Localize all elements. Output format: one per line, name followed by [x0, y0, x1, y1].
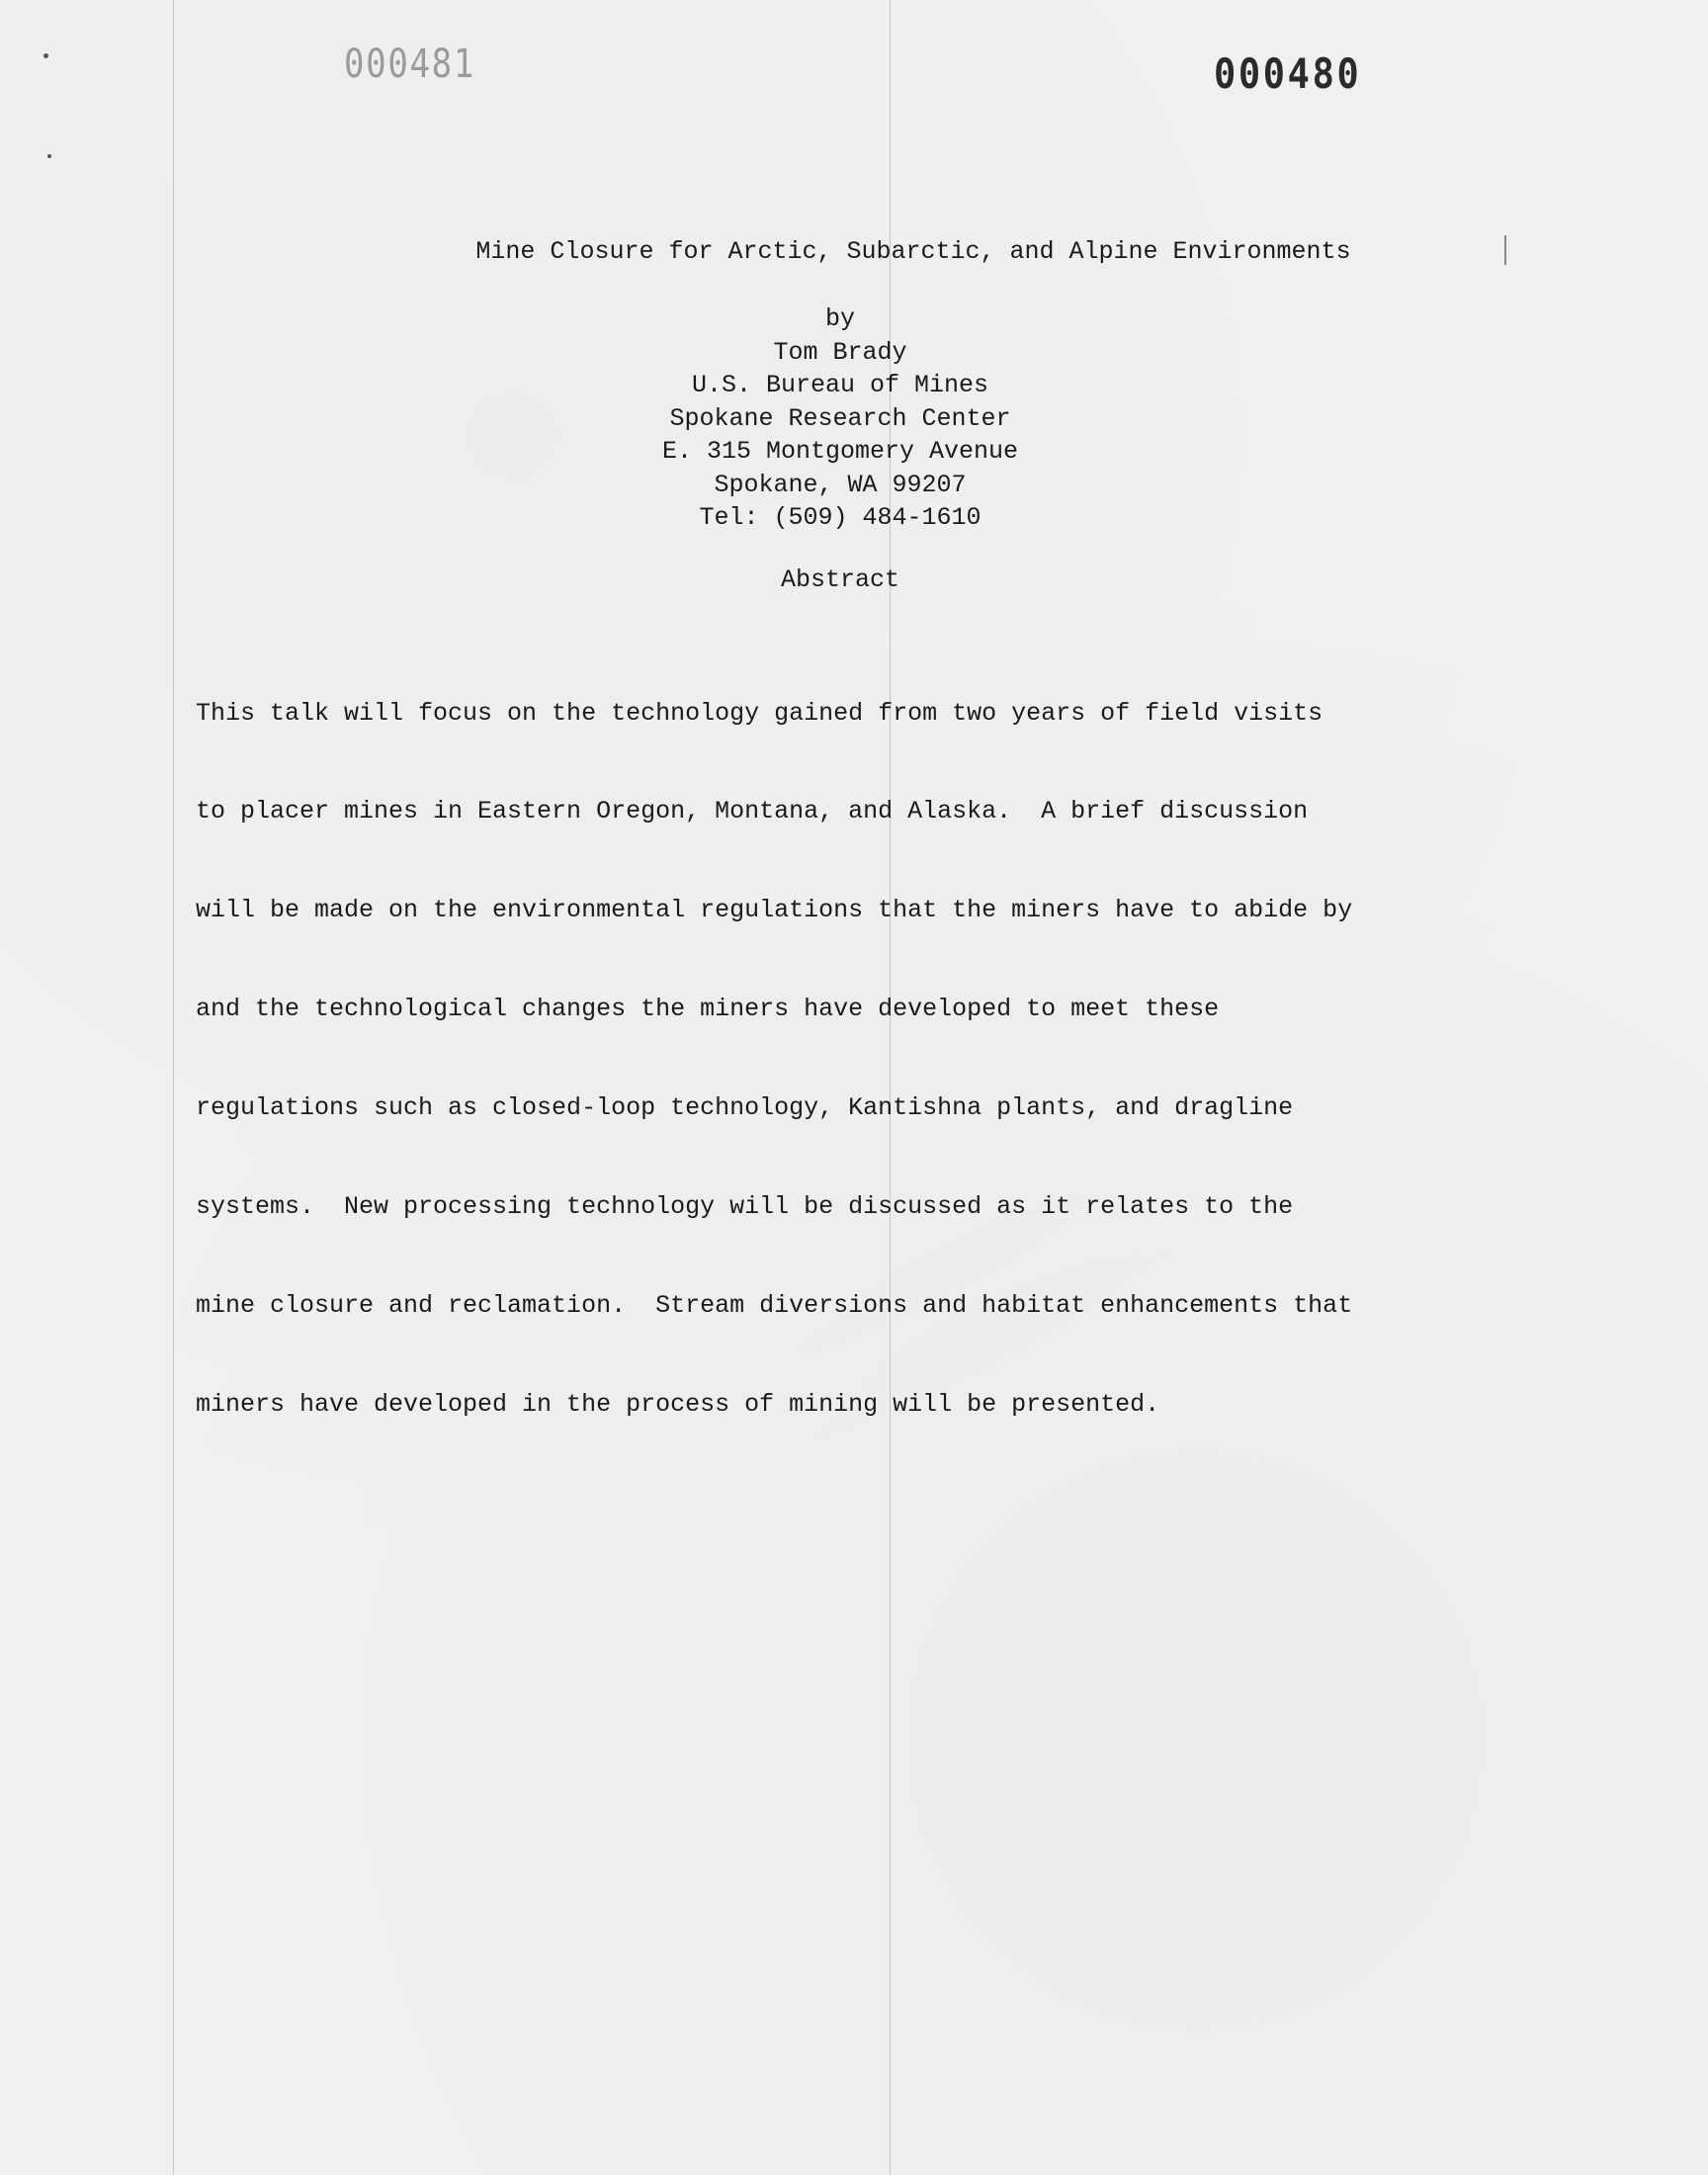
document-title [0, 237, 1708, 266]
scan-line [173, 0, 174, 2175]
abstract-line: to placer mines in Eastern Oregon, Montana, and Alaska. A brief discussion [196, 797, 1309, 826]
author-center: Spokane Research Center [669, 403, 1011, 433]
faint-stamp-number: 000481 [344, 42, 476, 87]
abstract-line: will be made on the environmental regulations that the miners have to abide by [196, 896, 1353, 925]
abstract-body [196, 631, 1530, 1487]
scan-speck [43, 53, 48, 58]
abstract-line: This talk will focus on the technology gained from two years of field visits [196, 698, 1324, 728]
byline-block [554, 303, 1127, 535]
author-phone: Tel: (509) 484-1610 [699, 503, 982, 532]
scan-speck [47, 154, 51, 158]
author-street: E. 315 Montgomery Avenue [661, 437, 1019, 466]
byline-by: by [824, 304, 855, 333]
page-stamp-number: 000480 [1214, 49, 1362, 98]
abstract-line: miners have developed in the process of mining will be presented. [196, 1389, 1160, 1419]
author-city: Spokane, WA 99207 [714, 470, 967, 499]
document-title-text: Mine Closure for Arctic, Subarctic, and Alpine Environments [475, 237, 1351, 266]
abstract-line: systems. New processing technology will be discussed as it relates to the [196, 1192, 1294, 1222]
author-name: Tom Brady [773, 337, 907, 367]
abstract-line: mine closure and reclamation. Stream diversions and habitat enhancements that [196, 1290, 1353, 1320]
author-organization: U.S. Bureau of Mines [691, 371, 989, 399]
abstract-line: and the technological changes the miners have developed to meet these [196, 995, 1220, 1024]
abstract-heading: Abstract [780, 566, 900, 594]
abstract-line: regulations such as closed-loop technology, Kantishna plants, and dragline [196, 1093, 1294, 1123]
